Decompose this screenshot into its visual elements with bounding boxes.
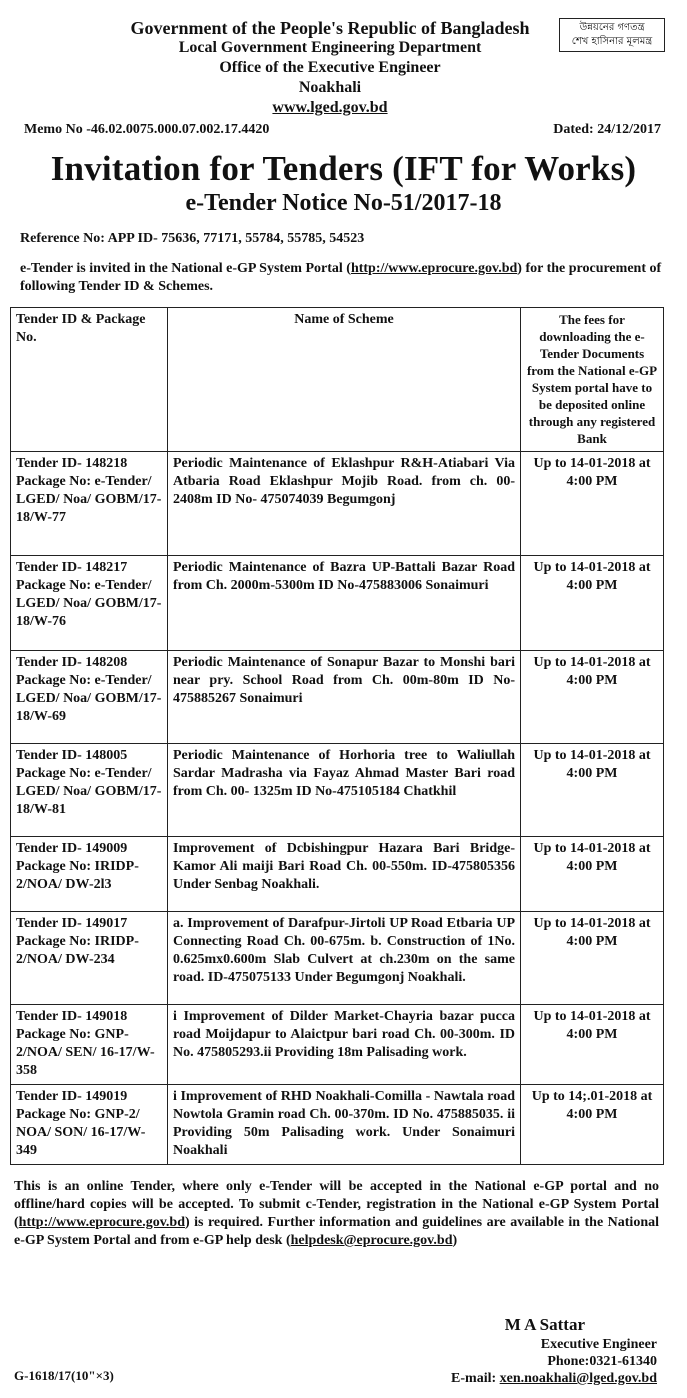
header-scheme-name: Name of Scheme — [168, 308, 521, 452]
signatory-phone: Phone:0321-61340 — [547, 1354, 657, 1369]
deadline-cell: Up to 14-01-2018 at 4:00 PM — [521, 912, 664, 1005]
table-row — [11, 837, 664, 912]
scheme-cell: Improvement of Dcbishingpur Hazara Bari Bridge-Kamor Ali maiji Bari Road Ch. 00-550m. ID-475805356 Under Senbag Noakhali. — [168, 837, 521, 912]
page-title: Invitation for Tenders (IFT for Works) — [50, 149, 637, 188]
scheme-cell: a. Improvement of Darafpur-Jirtoli UP Road Etbaria UP Connecting Road Ch. 00-675m. b. Construction of 1No. 0.625mx0.600m Slab Culvert at ch.230m on the same road. ID-475075133 Under Begumgonj Noakhali. — [168, 912, 521, 1005]
table-header-row — [11, 308, 664, 452]
notice-number: e-Tender Notice No-51/2017-18 — [185, 190, 502, 216]
scheme-cell: i Improvement of RHD Noakhali-Comilla - Nawtala road Nowtola Gramin road Ch. 00-370m. ID No. 475885035. ii Providing 50m Palisading work. Under Sonaimuri Noakhali — [168, 1085, 521, 1165]
signatory-email-link[interactable]: xen.noakhali@lged.gov.bd — [499, 1371, 657, 1386]
intro-paragraph — [20, 260, 665, 296]
office-heading: Office of the Executive Engineer — [219, 59, 441, 76]
deadline-cell: Up to 14-01-2018 at 4:00 PM — [521, 452, 664, 556]
slogan-line-2: শেখ হাসিনার মূলমন্ত্র — [571, 36, 653, 47]
scheme-cell: Periodic Maintenance of Horhoria tree to Waliullah Sardar Madrasha via Fayaz Ahmad Master Bari road from Ch. 00- 1325m ID No-475105184 Chatkhil — [168, 744, 521, 837]
scheme-cell: Periodic Maintenance of Eklashpur R&H-Atiabari Via Atbaria Road Eklashpur Mojib Road. from ch. 00-2408m ID No- 475074039 Begumgonj — [168, 452, 521, 556]
tender-id-cell: Tender ID- 148005 Package No: e-Tender/ LGED/ Noa/ GOBM/17-18/W-81 — [11, 744, 168, 837]
tender-id-cell: Tender ID- 149017 Package No: IRIDP-2/NOA/ DW-234 — [11, 912, 168, 1005]
tender-id-cell: Tender ID- 149009 Package No: IRIDP-2/NOA/ DW-2l3 — [11, 837, 168, 912]
notice-date: Dated: 24/12/2017 — [553, 122, 661, 137]
table-row — [11, 452, 664, 556]
district-heading: Noakhali — [298, 79, 362, 96]
footer-paragraph — [14, 1178, 659, 1250]
deadline-cell: Up to 14-01-2018 at 4:00 PM — [521, 1005, 664, 1085]
tender-id-cell: Tender ID- 148217 Package No: e-Tender/ LGED/ Noa/ GOBM/17-18/W-76 — [11, 556, 168, 651]
table-row — [11, 651, 664, 744]
footer-text-3: ) — [452, 1233, 458, 1248]
website-link[interactable]: www.lged.gov.bd — [272, 99, 388, 116]
header-fees: The fees for downloading the e-Tender Documents from the National e-GP System portal have to be deposited online through any registered Bank — [521, 308, 664, 452]
reference-line: Reference No: APP ID- 75636, 77171, 55784, 55785, 54523 — [20, 231, 365, 246]
deadline-cell: Up to 14;.01-2018 at 4:00 PM — [521, 1085, 664, 1165]
email-label: E-mail: — [451, 1371, 497, 1386]
tender-id-cell: Tender ID- 148208 Package No: e-Tender/ LGED/ Noa/ GOBM/17-18/W-69 — [11, 651, 168, 744]
scheme-cell: Periodic Maintenance of Bazra UP-Battali Bazar Road from Ch. 2000m-5300m ID No-475883006 Sonaimuri — [168, 556, 521, 651]
advertisement-code: G-1618/17(10"×3) — [14, 1368, 114, 1383]
signatory-designation: Executive Engineer — [540, 1337, 657, 1352]
department-heading: Local Government Engineering Department — [178, 39, 482, 56]
footer-text-1: This is an online Tender, where only e-Tender will be accepted in the National e-GP portal and no offline/hard copies will be accepted. To submit c-Tender, registration in the National e-GP System Portal ( — [14, 1179, 659, 1230]
table-row — [11, 1005, 664, 1085]
deadline-cell: Up to 14-01-2018 at 4:00 PM — [521, 744, 664, 837]
slogan-badge — [559, 18, 665, 52]
header-tender-id: Tender ID & Package No. — [11, 308, 168, 452]
signatory-name: M A Sattar — [504, 1315, 585, 1334]
intro-text-2: ) for the procurement of following Tender ID & Schemes. — [20, 261, 662, 294]
signatory-email-line — [417, 1370, 657, 1387]
table-row — [11, 912, 664, 1005]
table-row — [11, 1085, 664, 1165]
tender-id-cell: Tender ID- 149018 Package No: GNP-2/NOA/ SEN/ 16-17/W-358 — [11, 1005, 168, 1085]
deadline-cell: Up to 14-01-2018 at 4:00 PM — [521, 651, 664, 744]
table-row — [11, 556, 664, 651]
website-line — [100, 98, 560, 118]
signature-block — [417, 1314, 657, 1387]
government-heading: Government of the People's Republic of Bangladesh — [130, 18, 530, 38]
tender-id-cell: Tender ID- 149019 Package No: GNP-2/ NOA/ SON/ 16-17/W-349 — [11, 1085, 168, 1165]
eprocure-footer-link[interactable]: http://www.eprocure.gov.bd — [18, 1215, 186, 1230]
slogan-line-1: উন্নয়নের গণতন্ত্র — [579, 22, 645, 33]
memo-number: Memo No -46.02.0075.000.07.002.17.4420 — [24, 122, 270, 137]
eprocure-link[interactable]: http://www.eprocure.gov.bd — [350, 261, 518, 276]
tender-table — [10, 307, 664, 1165]
scheme-cell: Periodic Maintenance of Sonapur Bazar to Monshi bari near pry. School Road from Ch. 00m-80m ID No-475885267 Sonaimuri — [168, 651, 521, 744]
deadline-cell: Up to 14-01-2018 at 4:00 PM — [521, 556, 664, 651]
table-row — [11, 744, 664, 837]
scheme-cell: i Improvement of Dilder Market-Chayria bazar pucca road Moijdapur to Alaictpur bari road Ch. 00-300m. ID No. 475805293.ii Providing 18m Palisading work. — [168, 1005, 521, 1085]
helpdesk-email-link[interactable]: helpdesk@eprocure.gov.bd — [290, 1233, 453, 1248]
footer-text-2: ) is required. Further information and guidelines are available in the National e-GP System Portal and from e-GP help desk ( — [14, 1215, 659, 1248]
deadline-cell: Up to 14-01-2018 at 4:00 PM — [521, 837, 664, 912]
tender-id-cell: Tender ID- 148218 Package No: e-Tender/ LGED/ Noa/ GOBM/17-18/W-77 — [11, 452, 168, 556]
intro-text-1: e-Tender is invited in the National e-GP System Portal ( — [20, 261, 351, 276]
